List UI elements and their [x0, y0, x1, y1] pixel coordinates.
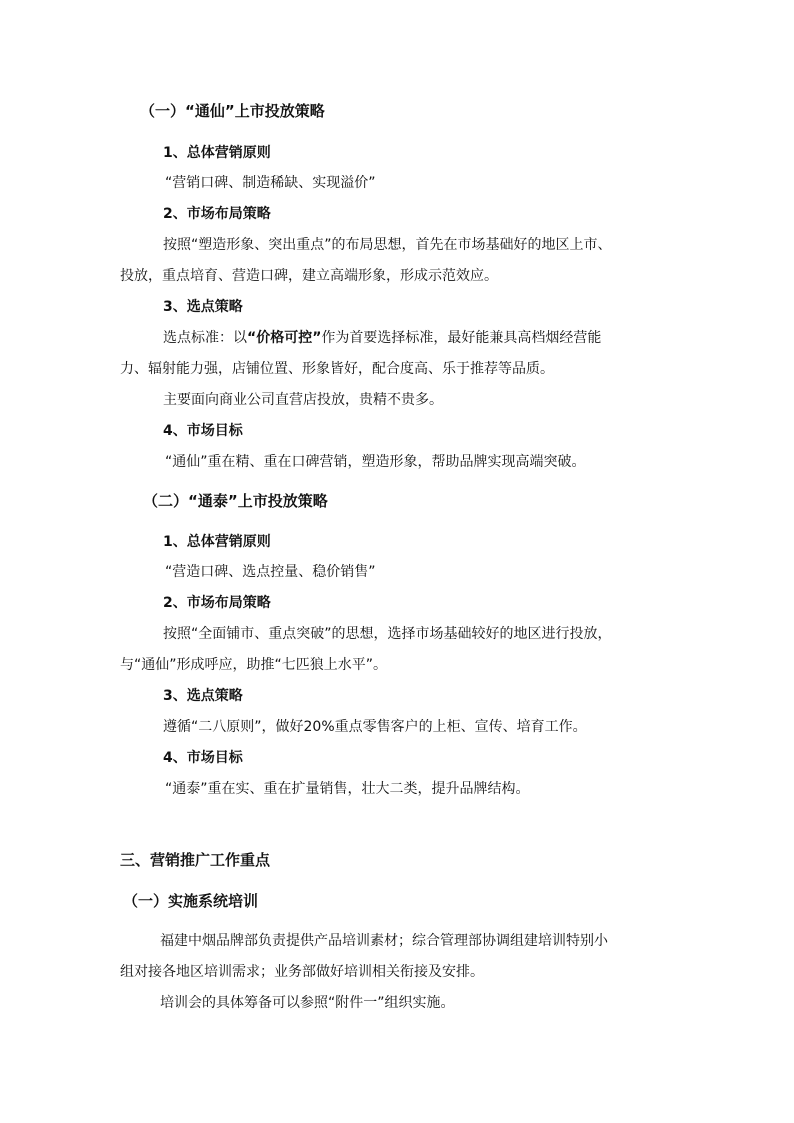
principle-text: “营销口碑、制造稀缺、实现溢价” — [165, 175, 376, 191]
subheading-target-2: 4、市场目标 — [163, 750, 243, 766]
selection-text-2: 遵循“二八原则”，做好20%重点零售客户的上柜、宣传、培育工作。 — [163, 719, 587, 735]
subheading-principle: 1、总体营销原则 — [163, 145, 271, 161]
selection-bold-criterion: “价格可控” — [247, 330, 322, 346]
section-heading-tongxian: （一）“通仙”上市投放策略 — [140, 102, 325, 120]
subheading-layout-2: 2、市场布局策略 — [163, 595, 271, 611]
layout-text-2-line2: 与“通仙”形成呼应，助推“七匹狼上水平”。 — [120, 657, 388, 673]
layout-text-line1: 按照“塑造形象、突出重点”的布局思想，首先在市场基础好的地区上市、 — [163, 237, 612, 253]
selection-text-line3: 主要面向商业公司直营店投放，贵精不贵多。 — [163, 392, 443, 408]
subheading-layout: 2、市场布局策略 — [163, 206, 271, 222]
subsection-heading-training: （一）实施系统培训 — [123, 892, 259, 910]
target-text: “通仙”重在精、重在口碑营销，塑造形象，帮助品牌实现高端突破。 — [165, 454, 586, 470]
selection-text-line2: 力、辐射能力强，店铺位置、形象皆好，配合度高、乐于推荐等品质。 — [120, 361, 554, 377]
subheading-selection-2: 3、选点策略 — [163, 688, 243, 704]
selection-prefix: 选点标准：以 — [163, 330, 247, 346]
section-heading-tongtai: （二）“通泰”上市投放策略 — [143, 492, 328, 510]
layout-text-2-line1: 按照“全面铺市、重点突破”的思想，选择市场基础较好的地区进行投放， — [163, 626, 612, 642]
selection-text-line1 — [163, 328, 601, 348]
subheading-principle-2: 1、总体营销原则 — [163, 534, 271, 550]
training-text-line3: 培训会的具体筹备可以参照“附件一”组织实施。 — [160, 995, 455, 1011]
principle-text-2: “营造口碑、选点控量、稳价销售” — [165, 564, 376, 580]
chapter-heading: 三、营销推广工作重点 — [120, 851, 271, 869]
layout-text-line2: 投放，重点培育、营造口碑，建立高端形象，形成示范效应。 — [120, 268, 498, 284]
target-text-2: “通泰”重在实、重在扩量销售，壮大二类，提升品牌结构。 — [165, 781, 530, 797]
subheading-selection: 3、选点策略 — [163, 299, 243, 315]
training-text-line1: 福建中烟品牌部负责提供产品培训素材；综合管理部协调组建培训特别小 — [160, 933, 608, 949]
selection-suffix: 作为首要选择标准，最好能兼具高档烟经营能 — [321, 330, 602, 346]
training-text-line2: 组对接各地区培训需求；业务部做好培训相关衔接及安排。 — [120, 964, 484, 980]
subheading-target: 4、市场目标 — [163, 423, 243, 439]
